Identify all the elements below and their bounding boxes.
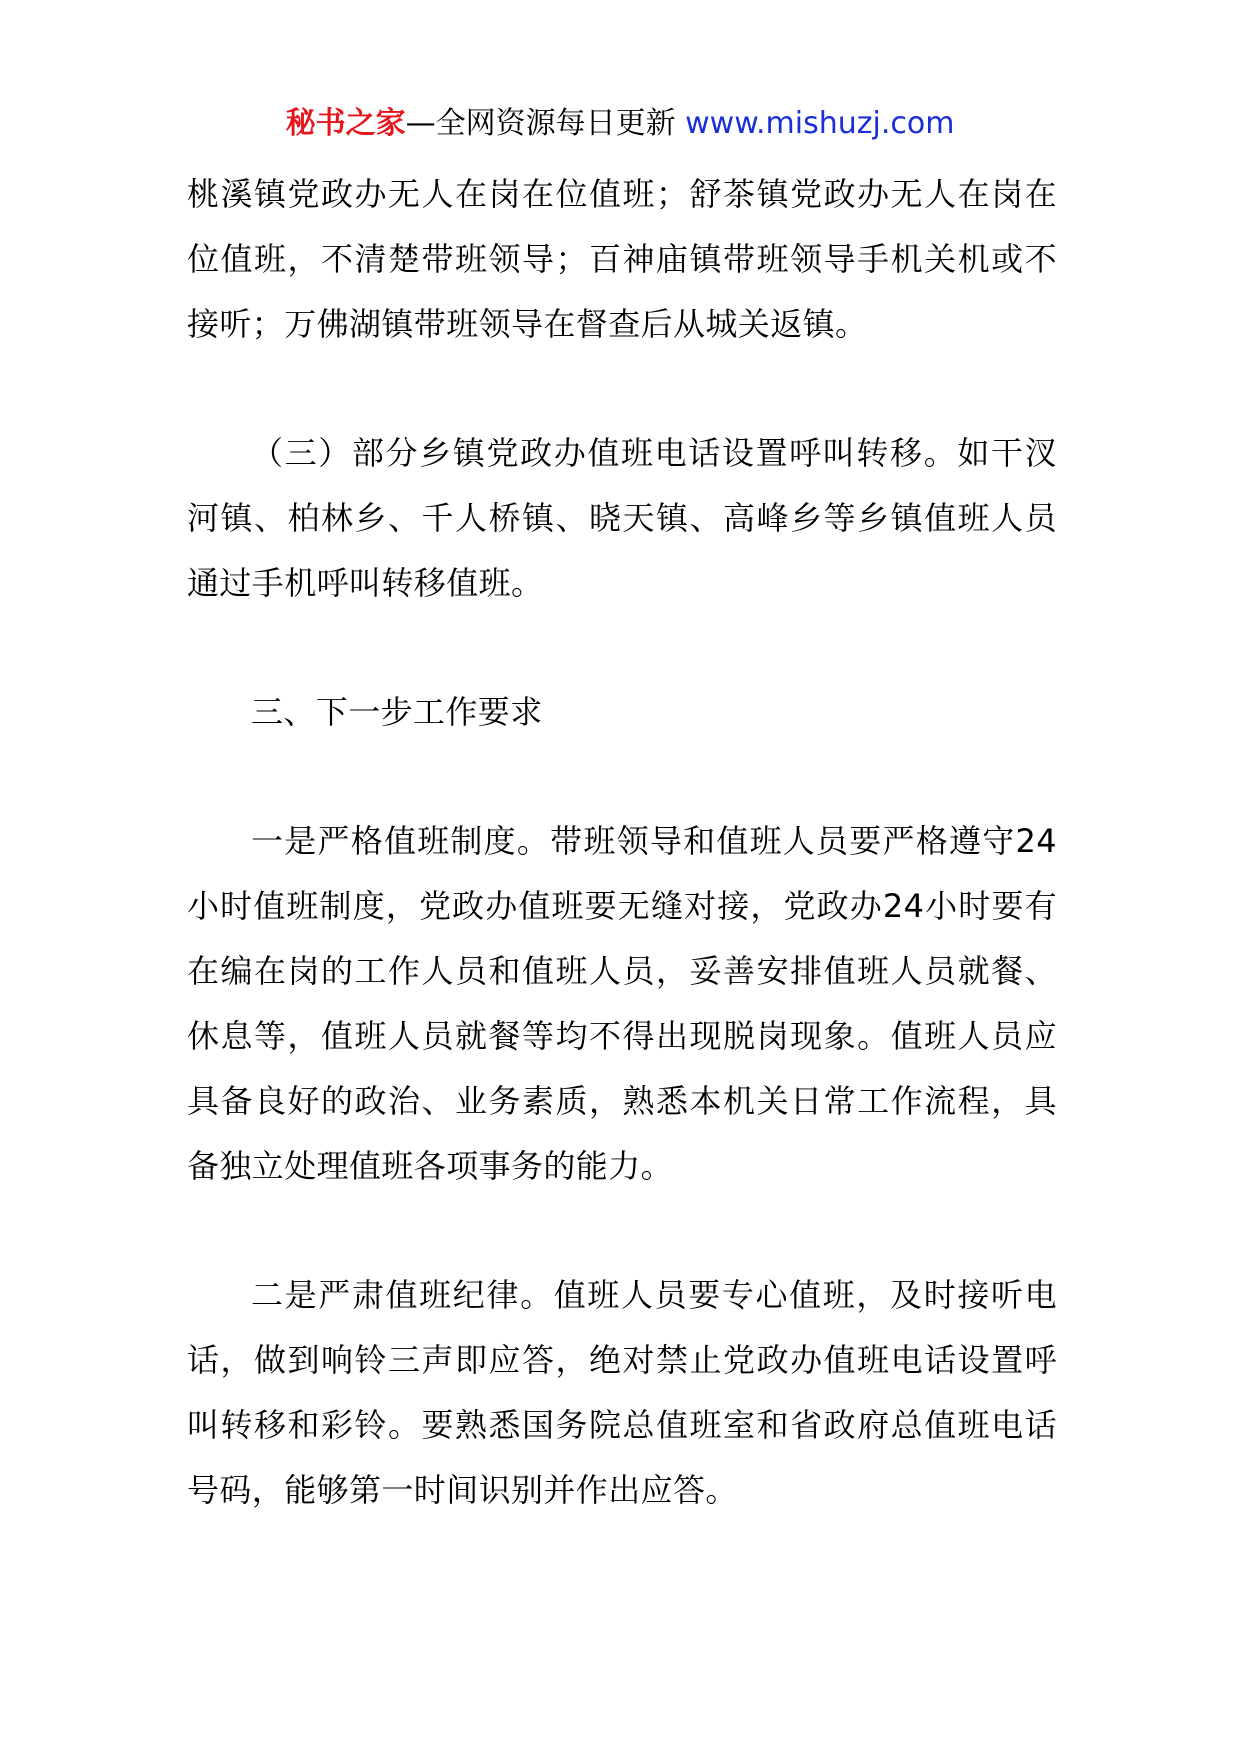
paragraph-duty-discipline: 二是严肃值班纪律。值班人员要专心值班，及时接听电话，做到响铃三声即应答，绝对禁止党政办值班电话设置呼叫转移和彩铃。要熟悉国务院总值班室和省政府总值班电话号码，能够第一时间识别并作出应答。 [187, 1276, 1057, 1509]
paragraph-call-forwarding: （三）部分乡镇党政办值班电话设置呼叫转移。如干汊河镇、柏林乡、千人桥镇、晓天镇、高峰乡等乡镇值班人员通过手机呼叫转移值班。 [187, 434, 1057, 602]
paragraph-continuation: 桃溪镇党政办无人在岗在位值班；舒茶镇党政办无人在岗在位值班，不清楚带班领导；百神庙镇带班领导手机关机或不接听；万佛湖镇带班领导在督查后从城关返镇。 [187, 175, 1057, 343]
document-body [187, 162, 1057, 1587]
website-link[interactable]: www.mishuzj.com [685, 106, 955, 141]
section-heading-next-steps: 三、下一步工作要求 [251, 693, 543, 731]
paragraph-duty-system: 一是严格值班制度。带班领导和值班人员要严格遵守24小时值班制度，党政办值班要无缝对接，党政办24小时要有在编在岗的工作人员和值班人员，妥善安排值班人员就餐、休息等，值班人员就餐等均不得出现脱岗现象。值班人员应具备良好的政治、业务素质，熟悉本机关日常工作流程，具备独立处理值班各项事务的能力。 [187, 822, 1057, 1185]
page-header [0, 102, 1240, 146]
brand-name: 秘书之家 [285, 106, 406, 141]
header-tagline: —全网资源每日更新 [405, 106, 686, 141]
